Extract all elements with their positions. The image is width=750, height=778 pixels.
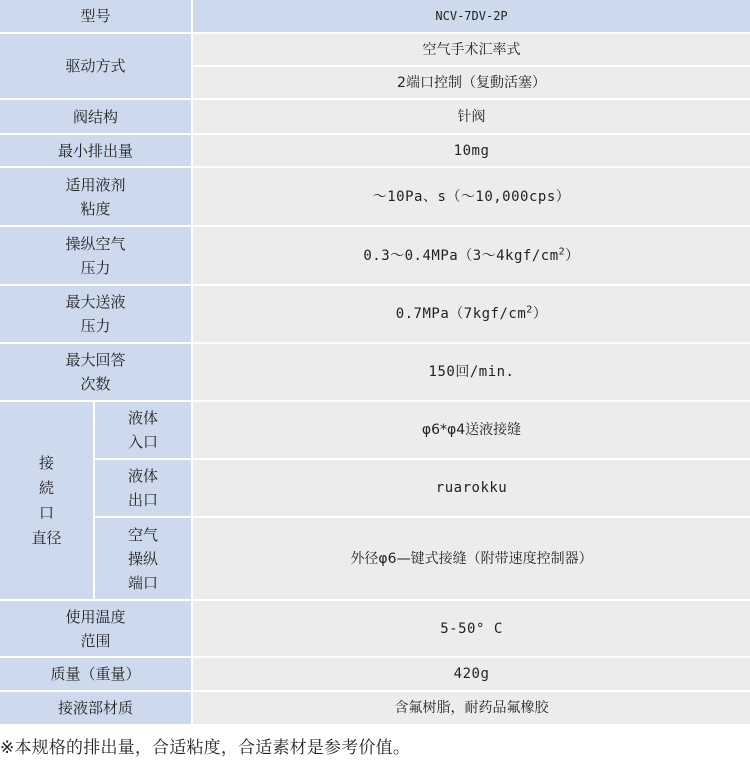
row-liquid-out <box>0 460 750 518</box>
row-drive <box>0 34 750 67</box>
liquid-out-label-line2: 出口 <box>128 491 159 509</box>
model-label: 型号 <box>0 0 193 34</box>
footnote: ※本规格的排出量，合适粘度，合适素材是参考价值。 <box>0 738 411 758</box>
row-feed-pressure <box>0 286 750 344</box>
liquid-in-label <box>95 402 193 460</box>
row-viscosity <box>0 168 750 227</box>
air-pressure-value-sup: 2 <box>558 245 566 257</box>
air-port-label <box>95 518 193 601</box>
temperature-value: 5-50° C <box>193 601 750 658</box>
drive-value-1: 空气手术汇率式 <box>193 34 750 67</box>
wetted-label: 接液部材质 <box>0 692 193 726</box>
valve-value: 针阀 <box>193 100 750 135</box>
liquid-out-label <box>95 460 193 518</box>
feed-pressure-value <box>193 286 750 344</box>
liquid-in-value: φ6*φ4送液接缝 <box>193 402 750 460</box>
row-valve <box>0 100 750 135</box>
row-min-output <box>0 135 750 168</box>
air-pressure-value-end: ） <box>565 247 580 264</box>
weight-value: 420g <box>193 658 750 692</box>
connection-char-2: 続 <box>38 478 54 497</box>
wetted-value: 含氟树脂，耐药品氟橡胶 <box>193 692 750 726</box>
air-port-label-line2: 操纵 <box>128 549 159 568</box>
feed-pressure-label-line1: 最大送液 <box>65 293 126 311</box>
liquid-in-label-line2: 入口 <box>128 433 159 451</box>
response-label-line2: 次数 <box>80 375 111 393</box>
air-pressure-value-main: 0.3～0.4MPa（3～4kgf/cm <box>363 247 559 264</box>
air-port-value: 外径φ6—键式接缝（附带速度控制器） <box>193 518 750 601</box>
viscosity-value: ～10Pa、s（～10,000cps） <box>193 168 750 227</box>
weight-label: 质量（重量） <box>0 658 193 692</box>
valve-label: 阀结构 <box>0 100 193 135</box>
air-port-label-line1: 空气 <box>128 525 159 544</box>
response-value: 150回/min. <box>193 344 750 402</box>
model-value: NCV-7DV-2P <box>193 0 750 34</box>
drive-label: 驱动方式 <box>0 34 193 100</box>
temperature-label <box>0 601 193 658</box>
row-temperature <box>0 601 750 658</box>
row-weight <box>0 658 750 692</box>
feed-pressure-value-end: ） <box>532 306 548 322</box>
viscosity-label-line1: 适用液剂 <box>65 175 126 194</box>
connection-char-3: 口 <box>38 503 54 522</box>
row-liquid-in <box>0 402 750 460</box>
viscosity-label-line2: 粘度 <box>80 199 111 218</box>
viscosity-label <box>0 168 193 227</box>
connection-char-4: 直径 <box>31 528 62 547</box>
temperature-label-line2: 范围 <box>80 631 111 650</box>
air-pressure-label-line1: 操纵空气 <box>65 234 126 253</box>
connection-char-1: 接 <box>38 453 54 472</box>
liquid-out-value: ruarokku <box>193 460 750 518</box>
air-pressure-label <box>0 227 193 286</box>
feed-pressure-value-sup: 2 <box>526 304 533 316</box>
feed-pressure-label-line2: 压力 <box>80 317 111 335</box>
min-output-label: 最小排出量 <box>0 135 193 168</box>
liquid-in-label-line1: 液体 <box>128 409 159 427</box>
air-pressure-value <box>193 227 750 286</box>
row-model <box>0 0 750 34</box>
feed-pressure-value-main: 0.7MPa（7kgf/cm <box>395 306 527 322</box>
response-label-line1: 最大回答 <box>65 351 126 369</box>
air-port-label-line3: 端口 <box>128 573 159 592</box>
connection-group-label <box>0 402 95 601</box>
air-pressure-label-line2: 压力 <box>80 258 111 277</box>
row-air-pressure <box>0 227 750 286</box>
feed-pressure-label <box>0 286 193 344</box>
temperature-label-line1: 使用温度 <box>65 607 126 626</box>
drive-value-2: 2端口控制（复動活塞） <box>193 67 750 100</box>
row-response <box>0 344 750 402</box>
liquid-out-label-line1: 液体 <box>128 467 159 485</box>
response-label <box>0 344 193 402</box>
min-output-value: 10mg <box>193 135 750 168</box>
row-wetted <box>0 692 750 726</box>
row-air-port <box>0 518 750 601</box>
